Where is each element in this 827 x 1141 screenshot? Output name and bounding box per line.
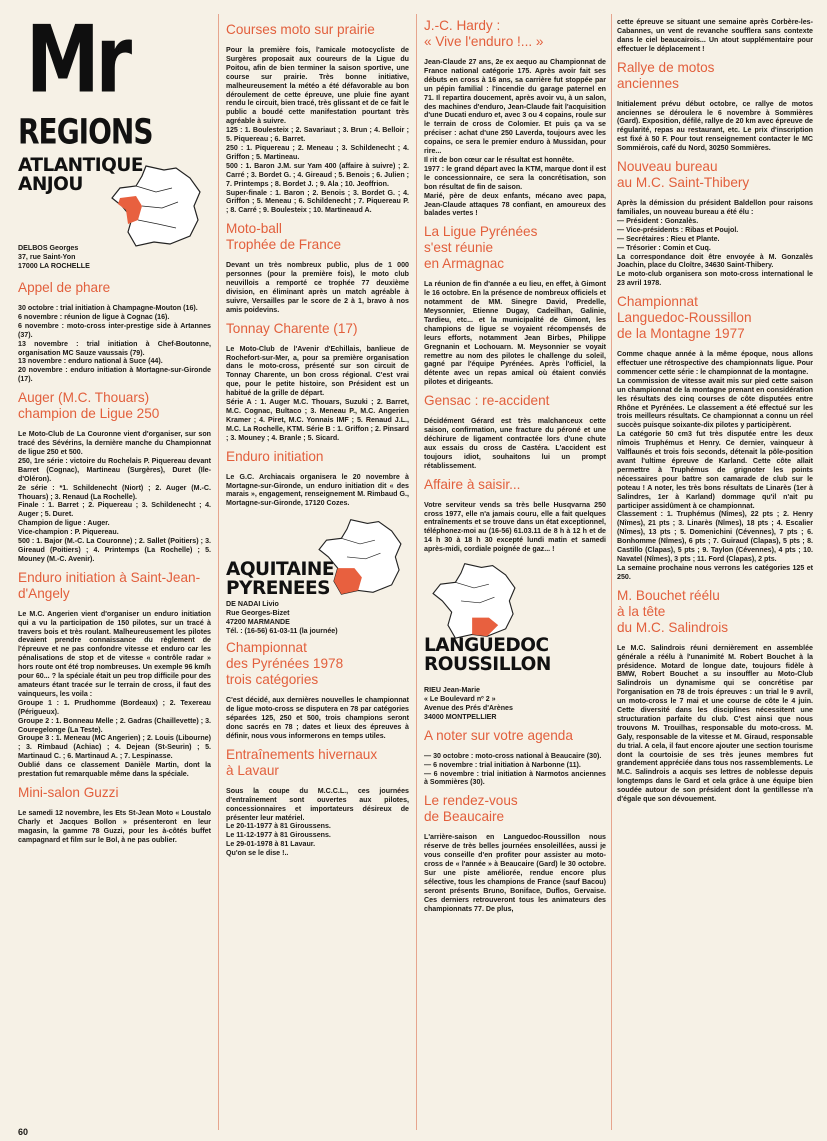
article-title: Tonnay Charente (17) xyxy=(226,320,358,336)
article-title: Nouveau bureau au M.C. Saint-Thibery xyxy=(617,159,750,191)
article-body: cette épreuve se situant une semaine après Corbère-les-Cabannes, un vent de revanche soufflera sans contexte dans le ciel beaucairois... Un atout supplémentaire pour effectuer le déplacement ! xyxy=(617,18,813,53)
france-map-icon xyxy=(106,162,206,248)
article-body: Le M.C. Salindrois réuni dernièrement en assemblée générale a réélu à l'unanimité M. Robert Bouchet à la présidence. Motard de longue date, toujours fidèle à BMW, Robert Bouchet a su insouffler au Moto-Club Salindrois un dynamisme qui se concrétise par l'organisation en 78 de trois épreuves : un trial le 9 avril, un moto-cross le 7 mai et une course de côte le 4 juin. Cette diversité dans les disciplines nécessitent une structuration parfaite du club. C'est ainsi que nous trouvons M. Trouilhas, responsable du moto-cross. M. Galy, responsable de la vitesse et M. Giraud, responsable du trial. A cela, il faut encore ajouter une section tourisme dont la courtoisie de ses très jeunes membres fut grandement appréciée dans tous nos rassemblements. Le M.C. Salindrois a acquis ses lettres de noblesse depuis longtemps dans le Gard et cela grâce à une équipe bien soudée autour de son président dont la gentillesse n'a d'égale que son dévouement. xyxy=(617,643,813,804)
article-title: Championnat des Pyrénées 1978 trois catégories xyxy=(226,640,344,688)
region-contact: DE NADAI Livio Rue Georges-Bizet 47200 MARMANDE Tél. : (16-56) 61-03-11 (la journée) xyxy=(226,600,338,636)
article-body: Devant un très nombreux public, plus de 1 000 personnes (pour la première fois), le moto club neuvillois a remporté ce trophée 77 deuxième division, en éliminant après un match agréable à suivre, Versailles par le score de 2 à 1, bravo à nos amis poidevins. xyxy=(226,261,409,314)
region-name: ATLANTIQUE ANJOU xyxy=(18,155,143,195)
article-title: Rallye de motos anciennes xyxy=(617,59,715,91)
column-4 xyxy=(617,14,813,1130)
article-body: Pour la première fois, l'amicale motocycliste de Surgères proposait aux coureurs de la Ligue du Poitou, afin de bien terminer la saison sportive, une course sur prairie. Très bonne initiative, malheureusement la météo a été défavorable au bon déroulement de cette épreuve, une pluie fine ayant rendu le circuit, bien tracé, très glissant et de ce fait le public a boudé cette manifestation pourtant très agréable à suivre. 125 : 1. Boulesteix ; 2. Savariaut ; 3. Brun ; 4. Belloir ; 5. Piquereau ; 6. Barret. 250 : 1. Piquereau ; 2. Meneau ; 3. Schildenecht ; 4. Griffon ; 5. Martineau. 500 : 1. Baron J.M. sur Yam 400 (affaire à suivre) ; 2. Carré ; 3. Bordet G. ; 4. Gireaud ; 5. Benois ; 6. Julien ; 7. Printemps ; 8. Bordet J. ; 9. Ala ; 10. Jeoffrion. Super-finale : 1. Baron ; 2. Benois ; 3. Bordet G. ; 4. Griffon ; 5. Meneau ; 6. Schildenecht ; 7. Piquereau P. ; 8. Carré ; 9. Boulesteix ; 10. Martineaud A. xyxy=(226,46,409,215)
column-1 xyxy=(18,14,211,1130)
article-title: M. Bouchet réélu à la tête du M.C. Salindrois xyxy=(617,587,729,635)
article-title: Affaire à saisir... xyxy=(424,476,521,492)
column-rule xyxy=(611,14,612,1130)
article-title: Gensac : re-accident xyxy=(424,393,550,409)
column-3 xyxy=(424,14,606,1130)
article-title: Mini-salon Guzzi xyxy=(18,784,119,800)
article-title: Championnat Languedoc-Roussillon de la Montagne 1977 xyxy=(617,294,752,342)
column-rule xyxy=(416,14,417,1130)
article-title: Enduro initiation xyxy=(226,448,324,464)
article-title: J.-C. Hardy : « Vive l'enduro !... » xyxy=(424,18,544,49)
region-contact: DELBOS Georges 37, rue Saint-Yon 17000 LA ROCHELLE xyxy=(18,244,90,270)
region-name: AQUITAINE PYRENEES xyxy=(226,559,334,600)
article-body: Le G.C. Archiacais organisera le 20 novembre à Mortagne-sur-Gironde, un enduro initiation dit « des marais », engagement, renseignement M. Rimbaud G., Mortagne-sur-Gironde, 17120 Cozes. xyxy=(226,472,409,508)
region-languedoc-roussillon xyxy=(424,560,606,684)
article-body: Le Moto-Club de l'Avenir d'Echillais, banlieue de Rochefort-sur-Mer, a, pour sa première organisation dans le moto-cross, présenté sur son circuit de Tonnay Charente, un bon cross régional. C'est vrai que, pour le petite histoire, son Président est un habitué de la grille de départ. Série A : 1. Auger M.C. Thouars, Suzuki ; 2. Barret, M.C. Cognac, Bultaco ; 3. Meneau P., M.C. Angerien Kramer ; 4. Piret, M.C. Yonnais IMF ; 5. Renaud J.L., M.C. La Rochelle, KTM. Série B : 1. Griffon ; 2. Pinsard ; 3. Mouney ; 4. Branle ; 5. Sicard. xyxy=(226,344,409,442)
region-aquitaine-pyrenees xyxy=(226,516,409,634)
column-2 xyxy=(226,14,409,1130)
article-body: Jean-Claude 27 ans, 2e ex aequo au Championnat de France national catégorie 175. Après avoir fait ses débuts en cross à 16 ans, sa carrière fut stoppée par un pépin familial : l'incendie du garage paternel en 71. Il repartira doucement, après avoir vu, à un salon, des machines d'enduro, Jean-Claude fait l'acquisition d'une Ducati enduro et, avec 3 ou 4 copains, roule sur le terrain de cross de Colomier. Et puis ça va se préciser : achat d'une 250 Laverda, toujours avec les copains, ce sera le premier enduro à Mussidan, pour rire... Il rit de bon cœur car le résultat est honnête. 1977 : le grand départ avec la KTM, marque dont il est le concessionnaire, ce sera la concrétisation, son bon résultat de fin de saison. Marié, père de deux enfants, mécano avec papa, Jean-Claude attaques 78 confiant, en amoureux des balades vertes ! xyxy=(424,58,606,218)
article-body: Le Moto-Club de La Couronne vient d'organiser, sur son tracé des Sévérins, la dernière manche du Championnat de ligue 250 et 500. 250, 1re série : victoire du Rochelais P. Piquereau devant Barret (Cognac), Martineau (Surgères), Duret (Ile-d'Oléron). 2e série : *1. Schildenecht (Niort) ; 2. Auger (M.-C. Thouars) ; 3. Renaud (La Rochelle). Finale : 1. Barret ; 2. Piquereau ; 3. Schildenecht ; 4. Auger ; 5. Duret. Champion de ligue : Auger. Vice-champion : P. Piquereau. 500 : 1. Bajor (M.-C. La Couronne) ; 2. Sallet (Poitiers) ; 3. Gireaud (Poitiers) ; 4. Printemps (La Rochelle) ; 5. Mouney (M.-C. Avenir). xyxy=(18,430,211,563)
article-body: Après la démission du président Baldellon pour raisons familiales, un nouveau bureau a été élu : — Président : Gonzalès. — Vice-présidents : Ribas et Poujol. — Secrétaires : Rieu et Plante. — Trésorier : Comin et Cuq. La correspondance doit être envoyée à M. Gonzalès Joachin, place du Cloître, 34630 Saint-Thibery. Le moto-club organisera son moto-cross international le 23 avril 1978. xyxy=(617,199,813,288)
article-title: Le rendez-vous de Beaucaire xyxy=(424,793,518,825)
article-body: C'est décidé, aux dernières nouvelles le championnat de ligue moto-cross se disputera en 78 par catégories séparées 125, 250 et 500, trois champions seront donc sacrés en 78 ; dates et lieux des épreuves à définir, nous vous informerons en temps utiles. xyxy=(226,696,409,740)
article-body: — 30 octobre : moto-cross national à Beaucaire (30). — 6 novembre : trial initiation à Narbonne (11). — 6 novembre : trial initiation à Narmotos anciennes à Sommières (30). xyxy=(424,751,606,787)
article-title: Moto-ball Trophée de France xyxy=(226,221,342,253)
article-body: La réunion de fin d'année a eu lieu, en effet, à Gimont le 16 octobre. En la présence de nombreux officiels et notamment de MM. Sinegre David, Predelle, Meysonnier, Etienne Dugay, Cadeilhan, Galinie, Tardieu, etc... et la municipalité de Gimont, les champions de ligue se voyaient récompensés de leurs efforts, notamment Jean Birbes, Philippe Gregnanin et Lochouarn. M. Meysonnier se voyait remettre au nom des pilotes le challenge du soleil, gagné par l'équipe Pyrénées. Après l'officiel, la détente avec un repas amical où étaient conviés pilotes et dirigeants. xyxy=(424,280,606,387)
article-title: Appel de phare xyxy=(18,280,111,295)
region-name: LANGUEDOC ROUSSILLON xyxy=(424,635,551,676)
article-title: Enduro initiation à Saint-Jean-d'Angely xyxy=(18,569,201,601)
article-title: A noter sur votre agenda xyxy=(424,727,573,743)
region-contact: RIEU Jean-Marie « Le Boulevard nº 2 » Avenue des Prés d'Arènes 34000 MONTPELLIER xyxy=(424,686,513,721)
france-map-icon xyxy=(426,560,522,640)
article-body: 30 octobre : trial initiation à Champagne-Mouton (16). 6 novembre : réunion de ligue à Cognac (16). 6 novembre : moto-cross inter-prestige side à Artannes (37). 13 novembre : trial initiation à Chef-Boutonne, organisation MC Sauze vaussais (79). 13 novembre : enduro national à Suce (44). 20 novembre : enduro initiation à Mortagne-sur-Gironde (17). xyxy=(18,304,211,384)
region-atlantique-anjou xyxy=(18,156,211,274)
article-body: Votre serviteur vends sa très belle Husqvarna 250 cross 1977, elle n'a jamais couru, elle a fait quelques entraînements et se trouve dans un état exceptionnel, téléphonez-moi au (16-56) 61.03.11 de 8 h à 12 h et de 14 h 30 à 18 h 30 excepté lundi matin et samedi après-midi, cordiale poignée de gaz... ! xyxy=(424,500,606,554)
article-body: Initialement prévu début octobre, ce rallye de motos anciennes se déroulera le 6 novembre à Sommières (Gard). Exposition, défilé, rallye de 20 km avec épreuve de régularité, repas au restaurant, etc. Le prix d'inscription est fixé à 50 F. Pour tout renseignement contacter le MC Sommiérois, café du Nord, 30250 Sommières. xyxy=(617,99,813,153)
article-body: Le M.C. Angerien vient d'organiser un enduro initiation qui a vu la participation de 150 pilotes, sur un tracé à travers bois et très roulant. Malheureusement les pilotes devaient prendre connaissance du règlement de l'épreuve et ne pas confondre vitesse et enduro car les pénalisations de stop et de vitesse « contrôle radar » hors route ont été trop nombreuses. Un exemple 96 km/h pour 60... ? la spéciale était un peu trop difficile pour des amateurs étant tracée sur le terrain de cross, il faut des vainqueurs, les voila : Groupe 1 : 1. Prudhomme (Bordeaux) ; 2. Texereau (Périgueux). Groupe 2 : 1. Bonneau Melle ; 2. Gadras (Chaillevette) ; 3. Couregelonge (La Teste). Groupe 3 : 1. Meneau (MC Angerien) ; 2. Louis (Libourne) ; 3. Rimbaud (Achiac) ; 4. Dejean (St-Seurin) ; 5. Martinaud C. ; 6. Martinaud A. ; 7. Lespinasse. Oublié dans ce classement Danièle Martin, dont la prestation fut remarquable même dans la spéciale. xyxy=(18,609,211,779)
section-title: REGIONS xyxy=(18,110,153,152)
column-rule xyxy=(218,14,219,1130)
article-body: Le samedi 12 novembre, les Ets St-Jean Moto « Loustalo Charly et Jacques Bollon » présenteront en leur magasin, la gamme 78 Guzzi, pour les à-côtés buffet campagnard et film sur le Bol, à ne pas oublier. xyxy=(18,808,211,844)
article-body: Comme chaque année à la même époque, nous allons effectuer une rétrospective des championnats ligue. Pour commencer cette série : le championnat de la montagne. La commission de vitesse avait mis sur pied cette saison un championnat de la montagne prenant en considération les résultats des cinq courses de côte disputées entre Rhône et Pyrénées. Le classement a été effectué sur les trois meilleurs résultats. Ce championnat a connu un réel succès puisque soixante-dix pilotes y participèrent. La catégorie 50 cm3 fut très disputée entre les deux nîmois Truphémus et Henry. Ce dernier, vainqueur à Valflaunés et trois fois seconds, détenait la pôle-position avant l'ultime épreuve de Karland. Cette côte allait permettre à Truphémus de grignoter les points nécessaires pour battre son camarade de club sur le poteau ! A noter, les très bons résultats de Linarès (1er à Salindres, 1er à Karland) dommage qu'il n'ait pu participer assidûment à ce championnat. Classement : 1. Truphémus (Nîmes), 22 pts ; 2. Henry (Nîmes), 21 pts ; 3. Linarès (Nîmes), 18 pts ; 4. Escalier (Nîmes), 13 pts ; 5. Domenichini (Cévennes), 7 pts ; 6. Bonhomme (Nîmes), 6 pts ; 7. Guiraud (Clapas), 5 pts ; 8. Castillo (Clapas), 5 pts ; 9. Taylon (Cévennes), 4 pts ; 10. Navatel (Nîmes), 3 pts ; 11. Ford (Clapas), 2 pts. La semaine prochaine nous verrons les catégories 125 et 250. xyxy=(617,350,813,581)
article-title: Auger (M.C. Thouars) champion de Ligue 250 xyxy=(18,390,160,422)
article-title: Courses moto sur prairie xyxy=(226,22,375,37)
article-title: La Ligue Pyrénées s'est réunie en Armagnac xyxy=(424,224,538,272)
article-body: Décidément Gérard est très malchanceux cette saison, confirmation, une fracture du péroné et une déchirure de ligament contractée lors d'une chute aux essais du cross de Castéra. L'accident est toujours idiot, souhaitons lui un prompt rétablissement. xyxy=(424,417,606,470)
article-body: L'arrière-saison en Languedoc-Roussillon nous réserve de très belles journées ensoleillées, aussi je vous conseille d'en profiter pour assister au moto-cross de « l'année » à Beaucaire (Gard) le 30 octobre. Sur une piste améliorée, rendue encore plus sélective, tous les champions de France (sauf Bacou) seront présents Bruno, Boniface, Duflos, Gervaise. Ces derniers retrouveront tous les animateurs des championnats 77. De plus, xyxy=(424,833,606,913)
magazine-logo: Mr xyxy=(26,14,129,114)
article-title: Entraînements hivernaux à Lavaur xyxy=(226,746,378,778)
page-number: 60 xyxy=(18,1127,29,1137)
article-body: Sous la coupe du M.C.C.L., ces journées d'entraînement sont ouvertes aux pilotes, concessionnaires et importateurs désireux de présenter leur matériel. Le 20-11-1977 à 81 Giroussens. Le 11-12-1977 à 81 Giroussens. Le 29-01-1978 à 81 Lavaur. Qu'on se le dise !.. xyxy=(226,786,409,858)
